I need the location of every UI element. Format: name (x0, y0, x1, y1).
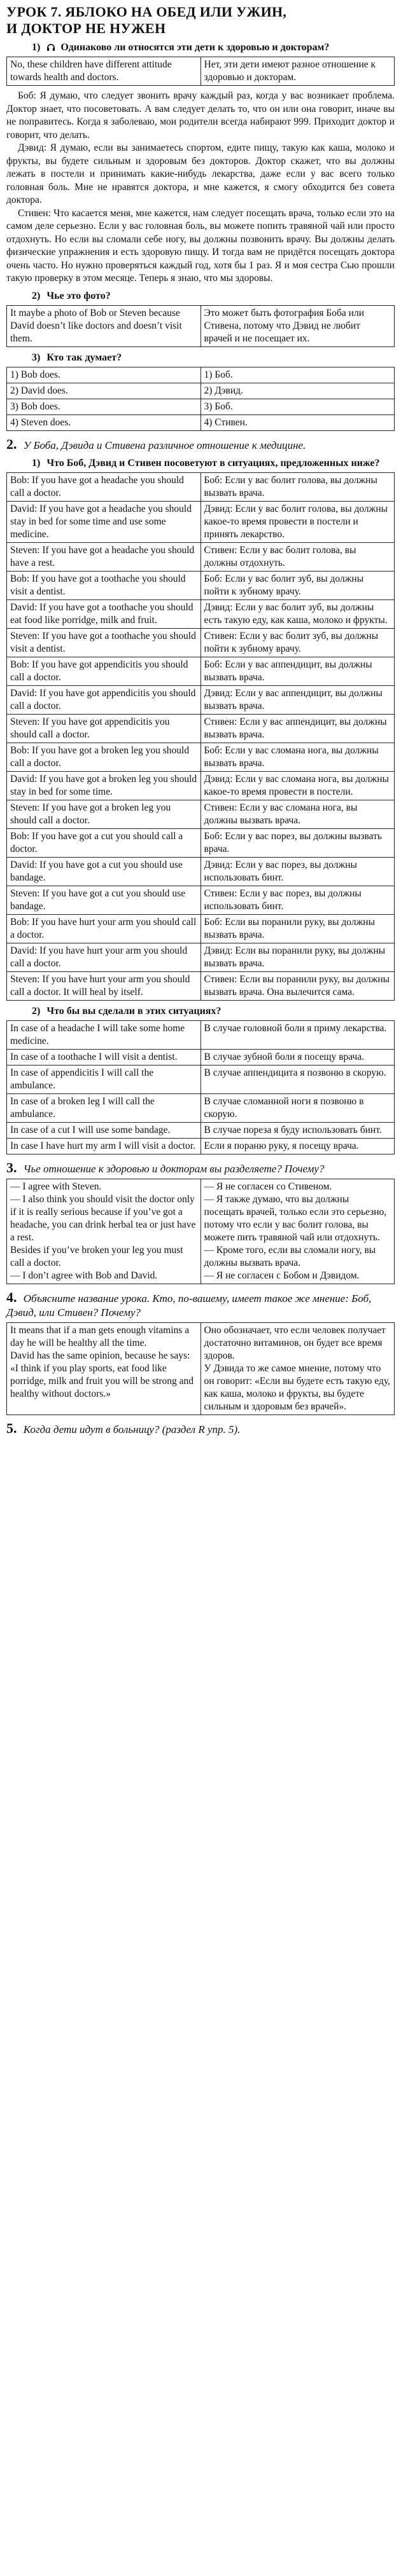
answer-ru: Стивен: Если у вас сломана нога, вы должны вызвать врача. (200, 800, 395, 828)
answer-en: — I agree with Steven. — I also think you should visit the doctor only if it is really serious because if you’ve got a headache, you can drink herbal tea or just have a rest. Besides if you’ve broken your leg you must call a doctor. — I don’t agree with Bob and David. (7, 1179, 201, 1284)
table-row (7, 657, 395, 685)
table-row (7, 1020, 395, 1049)
answer-en: In case of a cut I will use some bandage. (7, 1122, 201, 1138)
answer-en: In case of appendicitis I will call the ambulance. (7, 1065, 201, 1093)
answer-ru: Это может быть фотография Боба или Стивена, потому что Дэвид не любит врачей и не посещает их. (200, 305, 395, 346)
table-row (7, 914, 395, 943)
question-2 (32, 289, 395, 303)
lesson-title-line2: И ДОКТОР НЕ НУЖЕН (6, 20, 166, 36)
answer-ru: 2) Дэвид. (200, 383, 395, 399)
answer-en: 3) Bob does. (7, 399, 201, 414)
answer-en: David: If you have got appendicitis you should call a doctor. (7, 685, 201, 714)
answer-ru: Стивен: Если вы поранили руку, вы должны вызвать врача. Она вылечится сама. (200, 971, 395, 1000)
answer-box-4 (6, 1322, 395, 1415)
answer-ru: Боб: Если у вас аппендицит, вы должны вызвать врача. (200, 657, 395, 685)
question-number: 2) (32, 1005, 41, 1017)
table-row (7, 943, 395, 971)
section-number: 3. (6, 1159, 17, 1175)
answer-en: It maybe a photo of Bob or Steven because David doesn’t like doctors and doesn’t visit them. (7, 305, 201, 346)
answer-ru: — Я не согласен со Стивеном. — Я также думаю, что вы должны посещать врачей, только если это серьезно, потому что если у вас болит голова, вы можете пить травяной чай или отдохнуть. — Кроме того, если вы сломали ногу, вы должны вызвать врача. — Я не согласен с Бобом и Дэвидом. (200, 1179, 395, 1284)
question-number: 1) (32, 457, 41, 469)
question-number: 3) (32, 352, 41, 363)
answer-en: Steven: If you have got a broken leg you should call a doctor. (7, 800, 201, 828)
section-number: 5. (6, 1420, 17, 1436)
headphones-icon (46, 43, 55, 51)
question-number: 1) (32, 42, 41, 53)
answer-ru: В случае сломанной ноги я позвоню в скорую. (200, 1093, 395, 1122)
lesson-title (6, 4, 395, 37)
section-3-heading (6, 1161, 395, 1176)
answer-box-1 (6, 57, 395, 86)
answer-en: 1) Bob does. (7, 367, 201, 383)
answer-en: 4) Steven does. (7, 414, 201, 430)
answer-ru: В случае головной боли я приму лекарства. (200, 1020, 395, 1049)
answer-ru: Дэвид: Если вы поранили руку, вы должны вызвать врача. (200, 943, 395, 971)
table-row (7, 828, 395, 857)
answer-en: Steven: If you have hurt your arm you should call a doctor. It will heal by itself. (7, 971, 201, 1000)
question-2-2 (32, 1004, 395, 1018)
answer-ru: Оно обозначает, что если человек получает достаточно витаминов, он будет все время здоров. У Дэвида то же самое мнение, потому что он говорит: «Если вы будете есть такую еду, как каша, молоко и фрукты, вы будете сильным и здоровым без врачей». (200, 1322, 395, 1415)
answer-ru: Нет, эти дети имеют разное отношение к здоровью и докторам. (200, 57, 395, 86)
answer-en: In case of a broken leg I will call the ambulance. (7, 1093, 201, 1122)
table-row (7, 1138, 395, 1154)
list-item (7, 399, 395, 414)
question-text: Одинаково ли относятся эти дети к здоровью и докторам? (60, 42, 330, 53)
table-row (7, 685, 395, 714)
question-text: Что Боб, Дэвид и Стивен посоветуют в ситуациях, предложенных ниже? (46, 457, 380, 469)
answer-en: In case I have hurt my arm I will visit a doctor. (7, 1138, 201, 1154)
answer-box-3 (6, 1179, 395, 1284)
table-row (7, 501, 395, 542)
answer-en: It means that if a man gets enough vitamins a day he will be healthy all the time. David has the same opinion, because he says: «I think if you play sports, eat food like porridge, milk and fruit you will be strong and healthy without doctors.» (7, 1322, 201, 1415)
answer-en: In case of a toothache I will visit a dentist. (7, 1049, 201, 1065)
answer-en: In case of a headache I will take some home medicine. (7, 1020, 201, 1049)
answer-en: Bob: If you have got a broken leg you should call a doctor. (7, 743, 201, 771)
answer-en: Bob: If you have got a headache you should call a doctor. (7, 472, 201, 501)
question-text: Что бы вы сделали в этих ситуациях? (46, 1005, 222, 1017)
answer-ru: Стивен: Если у вас аппендицит, вы должны вызвать врача. (200, 714, 395, 743)
answer-box-2 (6, 305, 395, 347)
answer-en: Steven: If you have got appendicitis you should call a doctor. (7, 714, 201, 743)
question-3 (32, 351, 395, 364)
answer-en: No, these children have different attitude towards health and doctors. (7, 57, 201, 86)
answer-ru: Боб: Если у вас порез, вы должны вызвать врача. (200, 828, 395, 857)
answer-ru: Стивен: Если у вас болит голова, вы должны отдохнуть. (200, 542, 395, 571)
list-item (7, 367, 395, 383)
answer-en: Bob: If you have hurt your arm you should call a doctor. (7, 914, 201, 943)
answer-ru: Дэвид: Если у вас болит зуб, вы должны есть такую еду, как каша, молоко и фрукты. (200, 599, 395, 628)
answer-en: Steven: If you have got a headache you should have a rest. (7, 542, 201, 571)
answer-ru: Боб: Если у вас болит голова, вы должны вызвать врача. (200, 472, 395, 501)
answer-ru: Боб: Если у вас болит зуб, вы должны пойти к зубному врачу. (200, 571, 395, 599)
answer-ru: 1) Боб. (200, 367, 395, 383)
list-item (7, 414, 395, 430)
answer-ru: В случае аппендицита я позвоню в скорую. (200, 1065, 395, 1093)
answer-ru: В случае зубной боли я посещу врача. (200, 1049, 395, 1065)
section-number: 4. (6, 1289, 17, 1305)
table-row (7, 599, 395, 628)
question-2-1 (32, 456, 395, 470)
answer-ru: Боб: Если у вас сломана нога, вы должны вызвать врача. (200, 743, 395, 771)
text-david: Дэвид: Я думаю, если вы занимаетесь спортом, едите пищу, такую как каша, молоко и фрукты, вы будете сильным и здоровым без докторов. Доктор скажет, что вы должны лежать в постели и принимать какие-нибудь лекарства, даже если у вас всего только головная боль. Мне не нравятся доктора, и мне кажется, я смогу обходится без совета доктора. (6, 142, 395, 205)
lesson-title-line1: УРОК 7. ЯБЛОКО НА ОБЕД ИЛИ УЖИН, (6, 4, 287, 20)
question-text: Кто так думает? (46, 352, 122, 363)
answer-ru: Дэвид: Если у вас аппендицит, вы должны вызвать врача. (200, 685, 395, 714)
table-row (7, 800, 395, 828)
table-row (7, 1049, 395, 1065)
answer-ru: Стивен: Если у вас болит зуб, вы должны пойти к зубному врачу. (200, 628, 395, 657)
answer-ru: Дэвид: Если у вас порез, вы должны использовать бинт. (200, 857, 395, 886)
section-text: У Боба, Дэвида и Стивена различное отношение к медицине. (23, 439, 306, 451)
question-1 (32, 41, 395, 54)
table-row (7, 571, 395, 599)
section-text: Чье отношение к здоровью и докторам вы разделяете? Почему? (23, 1162, 325, 1175)
table-row (7, 857, 395, 886)
situations-table (6, 1020, 395, 1154)
table-row (7, 771, 395, 800)
answer-en: David: If you have got a toothache you should eat food like porridge, milk and fruit. (7, 599, 201, 628)
answer-en: Bob: If you have got a toothache you should visit a dentist. (7, 571, 201, 599)
answer-en: David: If you have hurt your arm you should call a doctor. (7, 943, 201, 971)
answer-ru: В случае пореза я буду использовать бинт. (200, 1122, 395, 1138)
table-row (7, 743, 395, 771)
answer-ru: Если я пораню руку, я посещу врача. (200, 1138, 395, 1154)
answer-ru: Дэвид: Если у вас болит голова, вы должны какое-то время провести в постели и принять лекарство. (200, 501, 395, 542)
table-row (7, 886, 395, 914)
table-row (7, 714, 395, 743)
section-5-heading (6, 1422, 395, 1437)
table-row (7, 1122, 395, 1138)
answer-ru: 4) Стивен. (200, 414, 395, 430)
answer-ru: 3) Боб. (200, 399, 395, 414)
answer-list-3 (6, 367, 395, 431)
text-steven: Стивен: Что касается меня, мне кажется, нам следует посещать врача, только если это на самом деле серьезно. Если у вас головная боль, вы можете попить травяной чай или просто отдохнуть. Но если вы сломали себе ногу, вы должны позвонить врачу. Вы должны делать физические упражнения и есть здоровую пищу. И тогда вам не придётся посещать доктора очень часто. Но нужно проверяться каждый год, хотя бы 1 раз. Я и моя сестра Сью прошли такую проверку в этом месяце. Теперь я знаю, что мы здоровы. (6, 207, 395, 284)
table-row (7, 628, 395, 657)
section-text: Когда дети идут в больницу? (раздел R упр. 5). (23, 1423, 241, 1435)
text-block (6, 90, 395, 285)
text-bob: Боб: Я думаю, что следует звонить врачу каждый раз, когда у вас возникает проблема. Доктор знает, что посоветовать. А вам следует делать то, что он или она говорит, иначе вы не поправитесь. Когда я заболеваю, мои родители всегда набирают 999. Приходит доктор и говорит, что делать. (6, 90, 395, 140)
table-row (7, 472, 395, 501)
table-row (7, 1065, 395, 1093)
table-row (7, 971, 395, 1000)
list-item (7, 383, 395, 399)
answer-en: Bob: If you have got appendicitis you should call a doctor. (7, 657, 201, 685)
section-2-heading (6, 437, 395, 453)
table-row (7, 542, 395, 571)
table-row (7, 1093, 395, 1122)
section-number: 2. (6, 435, 17, 452)
section-text: Объясните название урока. Кто, по-вашему, имеет такое же мнение: Боб, Дэвид, или Стивен? Почему? (6, 1292, 372, 1319)
question-text: Чье это фото? (46, 290, 111, 301)
answer-en: Bob: If you have got a cut you should call a doctor. (7, 828, 201, 857)
answer-en: David: If you have got a cut you should use bandage. (7, 857, 201, 886)
section-4-heading (6, 1291, 395, 1320)
answer-ru: Дэвид: Если у вас сломана нога, вы должны какое-то время провести в постели. (200, 771, 395, 800)
answer-en: 2) David does. (7, 383, 201, 399)
answer-en: David: If you have got a broken leg you should stay in bed for some time. (7, 771, 201, 800)
question-number: 2) (32, 290, 41, 301)
answer-en: David: If you have got a headache you should stay in bed for some time and use some medicine. (7, 501, 201, 542)
answer-en: Steven: If you have got a cut you should use bandage. (7, 886, 201, 914)
advice-table (6, 472, 395, 1001)
answer-en: Steven: If you have got a toothache you should visit a dentist. (7, 628, 201, 657)
answer-ru: Боб: Если вы поранили руку, вы должны вызвать врача. (200, 914, 395, 943)
answer-ru: Стивен: Если у вас порез, вы должны использовать бинт. (200, 886, 395, 914)
